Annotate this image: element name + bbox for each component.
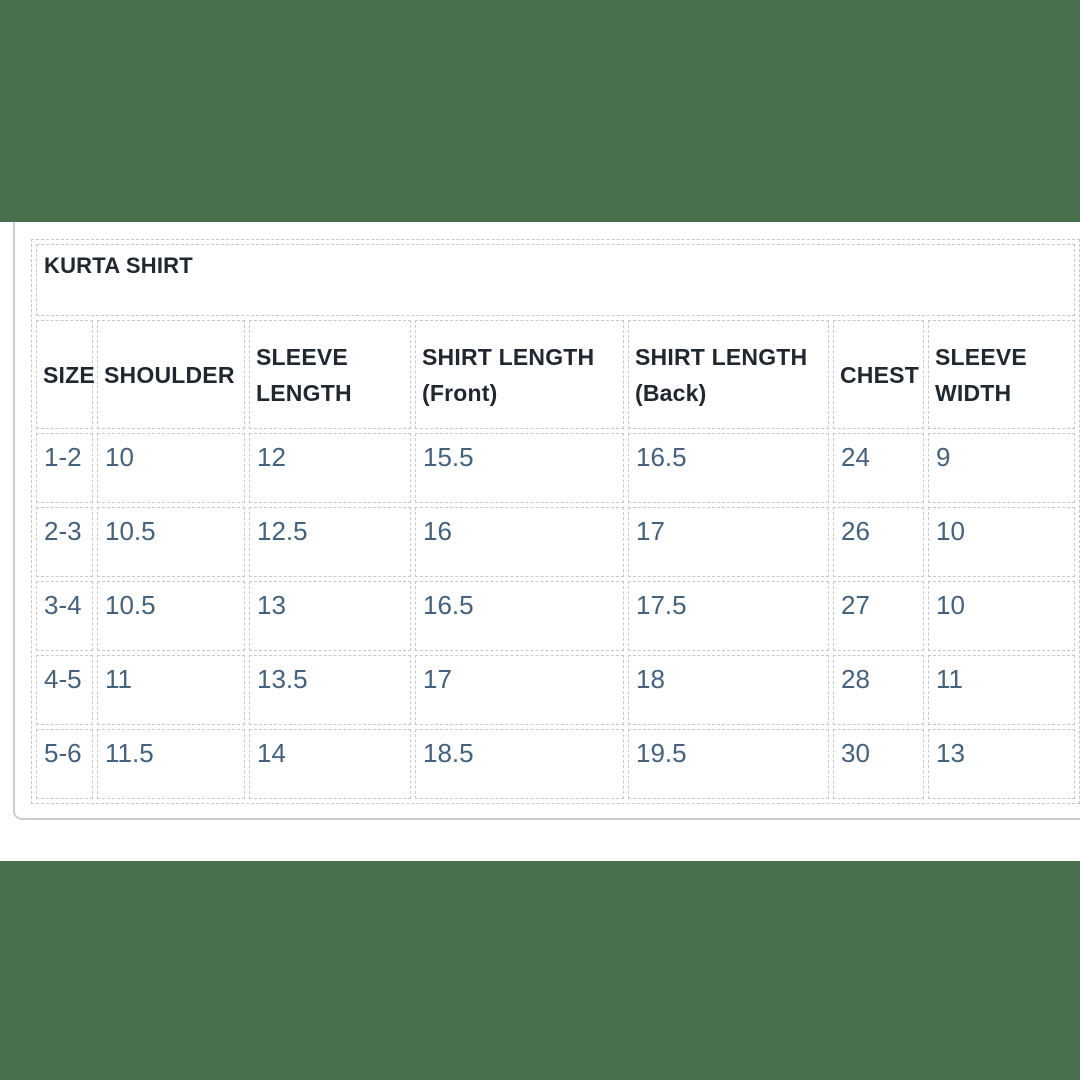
cell-shirt-length-front: 15.5 bbox=[415, 433, 624, 503]
table-row bbox=[36, 507, 1075, 577]
cell-sleeve-length: 14 bbox=[249, 729, 411, 799]
size-chart-panel bbox=[13, 222, 1080, 820]
cell-chest: 28 bbox=[833, 655, 924, 725]
cell-sleeve-width: 9 bbox=[928, 433, 1075, 503]
page-content bbox=[0, 222, 1080, 861]
cell-size: 4-5 bbox=[36, 655, 93, 725]
table-title-row bbox=[36, 244, 1075, 316]
cell-chest: 26 bbox=[833, 507, 924, 577]
cell-shoulder: 10 bbox=[97, 433, 245, 503]
cell-shirt-length-back: 19.5 bbox=[628, 729, 829, 799]
cell-sleeve-width: 10 bbox=[928, 507, 1075, 577]
cell-chest: 30 bbox=[833, 729, 924, 799]
cell-shoulder: 11.5 bbox=[97, 729, 245, 799]
col-header-shirt-length-back: SHIRT LENGTH (Back) bbox=[628, 320, 829, 429]
cell-sleeve-length: 12.5 bbox=[249, 507, 411, 577]
table-header-row bbox=[36, 320, 1075, 429]
cell-sleeve-length: 13 bbox=[249, 581, 411, 651]
table-title: KURTA SHIRT bbox=[36, 244, 1075, 316]
cell-shirt-length-front: 18.5 bbox=[415, 729, 624, 799]
cell-sleeve-width: 11 bbox=[928, 655, 1075, 725]
cell-shoulder: 10.5 bbox=[97, 507, 245, 577]
cell-sleeve-length: 13.5 bbox=[249, 655, 411, 725]
cell-shoulder: 10.5 bbox=[97, 581, 245, 651]
green-bottom-band bbox=[0, 861, 1080, 1080]
cell-sleeve-width: 10 bbox=[928, 581, 1075, 651]
col-header-sleeve-length: SLEEVE LENGTH bbox=[249, 320, 411, 429]
col-header-shoulder: SHOULDER bbox=[97, 320, 245, 429]
table-row bbox=[36, 581, 1075, 651]
cell-shirt-length-back: 17 bbox=[628, 507, 829, 577]
cell-shirt-length-front: 16.5 bbox=[415, 581, 624, 651]
col-header-sleeve-width: SLEEVE WIDTH bbox=[928, 320, 1075, 429]
cell-shirt-length-front: 17 bbox=[415, 655, 624, 725]
cell-shirt-length-back: 18 bbox=[628, 655, 829, 725]
cell-size: 3-4 bbox=[36, 581, 93, 651]
cell-shirt-length-back: 17.5 bbox=[628, 581, 829, 651]
cell-chest: 24 bbox=[833, 433, 924, 503]
size-chart-table bbox=[31, 239, 1080, 804]
table-row bbox=[36, 729, 1075, 799]
cell-size: 1-2 bbox=[36, 433, 93, 503]
table-row bbox=[36, 655, 1075, 725]
cell-shirt-length-back: 16.5 bbox=[628, 433, 829, 503]
col-header-shirt-length-front: SHIRT LENGTH (Front) bbox=[415, 320, 624, 429]
cell-size: 2-3 bbox=[36, 507, 93, 577]
cell-size: 5-6 bbox=[36, 729, 93, 799]
col-header-chest: CHEST bbox=[833, 320, 924, 429]
green-top-band bbox=[0, 0, 1080, 222]
cell-sleeve-width: 13 bbox=[928, 729, 1075, 799]
col-header-size: SIZE bbox=[36, 320, 93, 429]
table-row bbox=[36, 433, 1075, 503]
cell-shirt-length-front: 16 bbox=[415, 507, 624, 577]
cell-chest: 27 bbox=[833, 581, 924, 651]
cell-shoulder: 11 bbox=[97, 655, 245, 725]
cell-sleeve-length: 12 bbox=[249, 433, 411, 503]
